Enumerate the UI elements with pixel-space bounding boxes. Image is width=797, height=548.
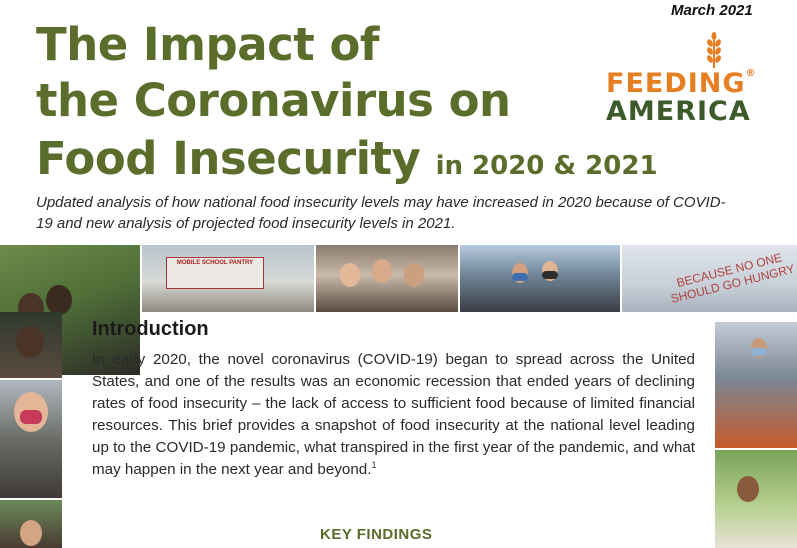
wheat-icon (704, 32, 724, 68)
photo-smiling-woman (0, 312, 62, 378)
photo-hunger-banner (622, 245, 797, 312)
introduction-heading: Introduction (92, 318, 209, 340)
truck-graphic: MOBILE SCHOOL PANTRY (166, 257, 264, 289)
introduction-paragraph: In early 2020, the novel coronavirus (COVID-19) began to spread across the United States, and one of the results was an economic recession that ended years of declining rates of food insecurity – the lack of access to sufficient food because of limited financial resources. This brief provides a snapshot of food insecurity at the national level leading up to the COVID-19 pandemic, what transpired in the first year of the pandemic, and what may happen in the next year and beyond.$^1$ (92, 351, 695, 478)
feeding-america-logo (606, 32, 776, 128)
title-line-3 (36, 134, 658, 191)
photo-child-outdoors (715, 450, 797, 548)
title-main-text: Food Insecurity (36, 132, 421, 185)
title-line-1: The Impact of (36, 18, 379, 71)
logo-word-feeding: FEEDING® (606, 68, 757, 99)
photo-mobile-pantry-truck (142, 245, 314, 312)
photo-volunteer-bottom-left (0, 500, 62, 548)
title-line-2: the Coronavirus on (36, 74, 511, 127)
photo-volunteers-with-masks (460, 245, 620, 312)
footnote-marker: 1 (371, 459, 377, 470)
publication-date: March 2021 (671, 2, 753, 19)
banner-text: BECAUSE NO ONE SHOULD GO HUNGRY (669, 250, 797, 306)
key-findings-heading: KEY FINDINGS (320, 526, 433, 543)
title-suffix: in 2020 & 2021 (435, 151, 658, 181)
subtitle: Updated analysis of how national food insecurity levels may have increased in 2020 because of COVID-19 and new analysis of projected food insecurity levels in 2021. (36, 194, 726, 232)
logo-word-america: AMERICA (606, 96, 751, 127)
photo-woman-with-mask (0, 380, 62, 498)
photo-family-on-couch (316, 245, 458, 312)
photo-food-distribution-worker (715, 322, 797, 448)
